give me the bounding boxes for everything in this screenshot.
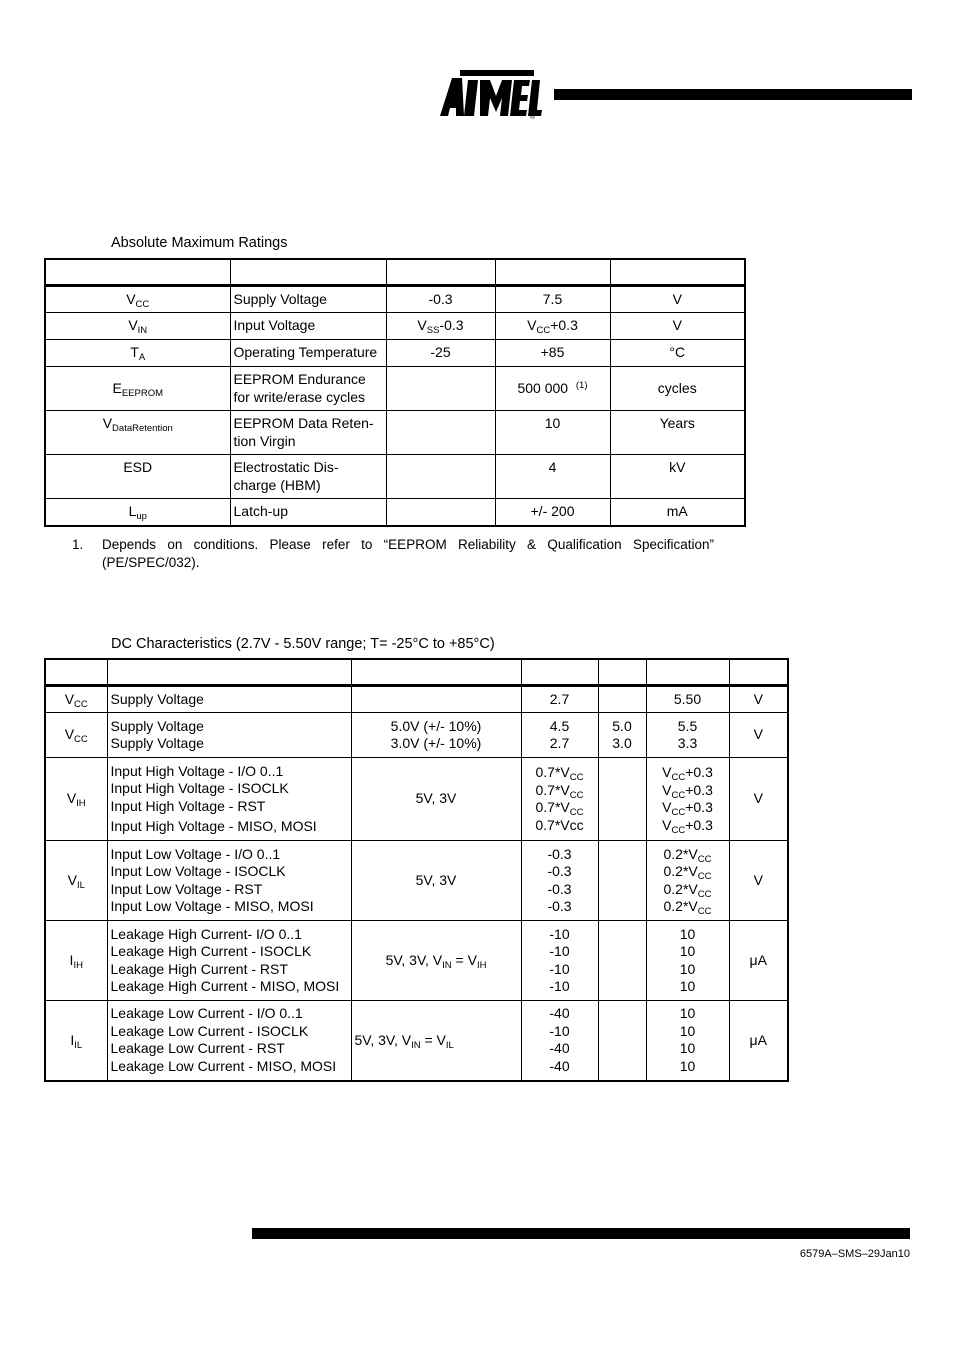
max-cell: 500 000 $^{(1)}$	[495, 367, 610, 411]
max-cell: $0.2*V_{CC}$ $0.2*V_{CC}$ $0.2*V_{CC}$ $0.2*V_{CC}$	[646, 841, 729, 921]
symbol-cell: $V_{IH}$	[45, 758, 107, 841]
footnote-text: Depends on conditions. Please refer to “EEPROM Reliability & Qualification Specification” (PE/SPEC/032).	[102, 537, 714, 570]
typ-cell	[598, 921, 646, 1001]
parameter-cell: Latch-up	[230, 499, 386, 526]
min-cell: -10 -10 -10 -10	[521, 921, 598, 1001]
max-cell: $V_{CC}+0.3$ $V_{CC}+0.3$ $V_{CC}+0.3$ $V_{CC}+0.3$	[646, 758, 729, 841]
symbol-cell: ESD	[45, 455, 230, 499]
typ-cell	[598, 758, 646, 841]
max-cell: 4	[495, 455, 610, 499]
condition-cell: 5V, 3V	[351, 841, 521, 921]
symbol-cell: $V_{CC}$	[45, 286, 230, 313]
parameter-cell: Input High Voltage - I/O 0..1 Input High Voltage - ISOCLK Input High Voltage - RST Input High Voltage - MISO, MOSI	[107, 758, 351, 841]
unit-cell: V	[729, 686, 788, 713]
symbol-cell: $V_{CC}$	[45, 686, 107, 713]
max-cell: +85	[495, 340, 610, 367]
parameter-cell: Leakage High Current- I/O 0..1 Leakage High Current - ISOCLK Leakage High Current - RST Leakage High Current - MISO, MOSI	[107, 921, 351, 1001]
unit-cell: mA	[610, 499, 745, 526]
symbol-cell: $V_{IL}$	[45, 841, 107, 921]
unit-cell: μA	[729, 921, 788, 1001]
symbol-cell: $L_{up}$	[45, 499, 230, 526]
parameter-cell: Supply Voltage Supply Voltage	[107, 713, 351, 758]
symbol-cell: $V_{DataRetention}$	[45, 411, 230, 455]
table-row	[45, 921, 788, 1001]
header-bar	[554, 89, 912, 100]
footer-bar	[252, 1228, 910, 1239]
condition-cell: 5.0V (+/- 10%) 3.0V (+/- 10%)	[351, 713, 521, 758]
unit-cell: V	[729, 758, 788, 841]
table-row	[45, 758, 788, 841]
table-row	[45, 286, 745, 313]
unit-cell: cycles	[610, 367, 745, 411]
footnote-ref: (1)	[575, 379, 588, 391]
symbol-cell: $I_{IL}$	[45, 1001, 107, 1081]
max-cell: 5.50	[646, 686, 729, 713]
max-cell: +/- 200	[495, 499, 610, 526]
unit-cell: kV	[610, 455, 745, 499]
parameter-cell: Leakage Low Current - I/O 0..1 Leakage Low Current - ISOCLK Leakage Low Current - RST Leakage Low Current - MISO, MOSI	[107, 1001, 351, 1081]
parameter-cell: Input Voltage	[230, 313, 386, 340]
unit-cell: Years	[610, 411, 745, 455]
document-code: 6579A–SMS–29Jan10	[799, 1248, 910, 1260]
table-row	[45, 411, 745, 455]
max-cell: 5.5 3.3	[646, 713, 729, 758]
table-row	[45, 455, 745, 499]
typ-cell: 5.0 3.0	[598, 713, 646, 758]
min-cell: -0.3 -0.3 -0.3 -0.3	[521, 841, 598, 921]
min-cell	[386, 499, 495, 526]
min-cell	[386, 367, 495, 411]
absmax-caption: Absolute Maximum Ratings	[111, 235, 288, 251]
symbol-cell: $V_{CC}$	[45, 713, 107, 758]
symbol-cell: $V_{IN}$	[45, 313, 230, 340]
table-row	[45, 1001, 788, 1081]
min-cell: -25	[386, 340, 495, 367]
absmax-header-row	[45, 259, 745, 286]
table-row	[45, 499, 745, 526]
parameter-cell: EEPROM Data Reten- tion Virgin	[230, 411, 386, 455]
min-cell: 2.7	[521, 686, 598, 713]
footnote	[72, 536, 714, 571]
parameter-cell: Operating Temperature	[230, 340, 386, 367]
footnote-number: 1.	[72, 537, 84, 552]
table-row	[45, 841, 788, 921]
absmax-table	[44, 258, 746, 527]
unit-cell: V	[729, 841, 788, 921]
dc-header-row	[45, 659, 788, 686]
unit-cell: °C	[610, 340, 745, 367]
dc-table	[44, 658, 789, 1082]
parameter-cell: Electrostatic Dis- charge (HBM)	[230, 455, 386, 499]
parameter-cell: Input Low Voltage - I/O 0..1 Input Low Voltage - ISOCLK Input Low Voltage - RST Input Low Voltage - MISO, MOSI	[107, 841, 351, 921]
table-row	[45, 713, 788, 758]
min-cell: $V_{SS}-0.3$	[386, 313, 495, 340]
condition-cell: 5V, 3V	[351, 758, 521, 841]
unit-cell: μA	[729, 1001, 788, 1081]
symbol-cell: $I_{IH}$	[45, 921, 107, 1001]
typ-cell	[598, 1001, 646, 1081]
min-cell: $0.7*V_{CC}$ $0.7*V_{CC}$ $0.7*V_{CC}$ 0.7*Vcc	[521, 758, 598, 841]
typ-cell	[598, 686, 646, 713]
condition-cell: 5V, 3V, $V_{IN} = V_{IH}$	[351, 921, 521, 1001]
dc-caption: DC Characteristics (2.7V - 5.50V range; T= -25°C to +85°C)	[111, 636, 495, 652]
typ-cell	[598, 841, 646, 921]
max-cell: 10	[495, 411, 610, 455]
svg-text:®: ®	[530, 114, 536, 120]
table-row	[45, 686, 788, 713]
parameter-cell: Supply Voltage	[230, 286, 386, 313]
min-cell	[386, 411, 495, 455]
min-cell: -0.3	[386, 286, 495, 313]
parameter-cell: EEPROM Endurance for write/erase cycles	[230, 367, 386, 411]
max-cell: 10 10 10 10	[646, 921, 729, 1001]
max-cell: 10 10 10 10	[646, 1001, 729, 1081]
unit-cell: V	[610, 313, 745, 340]
min-cell: -40 -10 -40 -40	[521, 1001, 598, 1081]
table-row	[45, 313, 745, 340]
table-row	[45, 340, 745, 367]
atmel-logo	[438, 68, 542, 120]
table-row	[45, 367, 745, 411]
symbol-cell: $E_{EEPROM}$	[45, 367, 230, 411]
min-cell	[386, 455, 495, 499]
max-cell: $V_{CC}+0.3$	[495, 313, 610, 340]
max-cell: 7.5	[495, 286, 610, 313]
symbol-cell: $T_A$	[45, 340, 230, 367]
parameter-cell: Supply Voltage	[107, 686, 351, 713]
condition-cell	[351, 686, 521, 713]
condition-cell: 5V, 3V, $V_{IN} = V_{IL}$	[351, 1001, 521, 1081]
unit-cell: V	[729, 713, 788, 758]
unit-cell: V	[610, 286, 745, 313]
min-cell: 4.5 2.7	[521, 713, 598, 758]
